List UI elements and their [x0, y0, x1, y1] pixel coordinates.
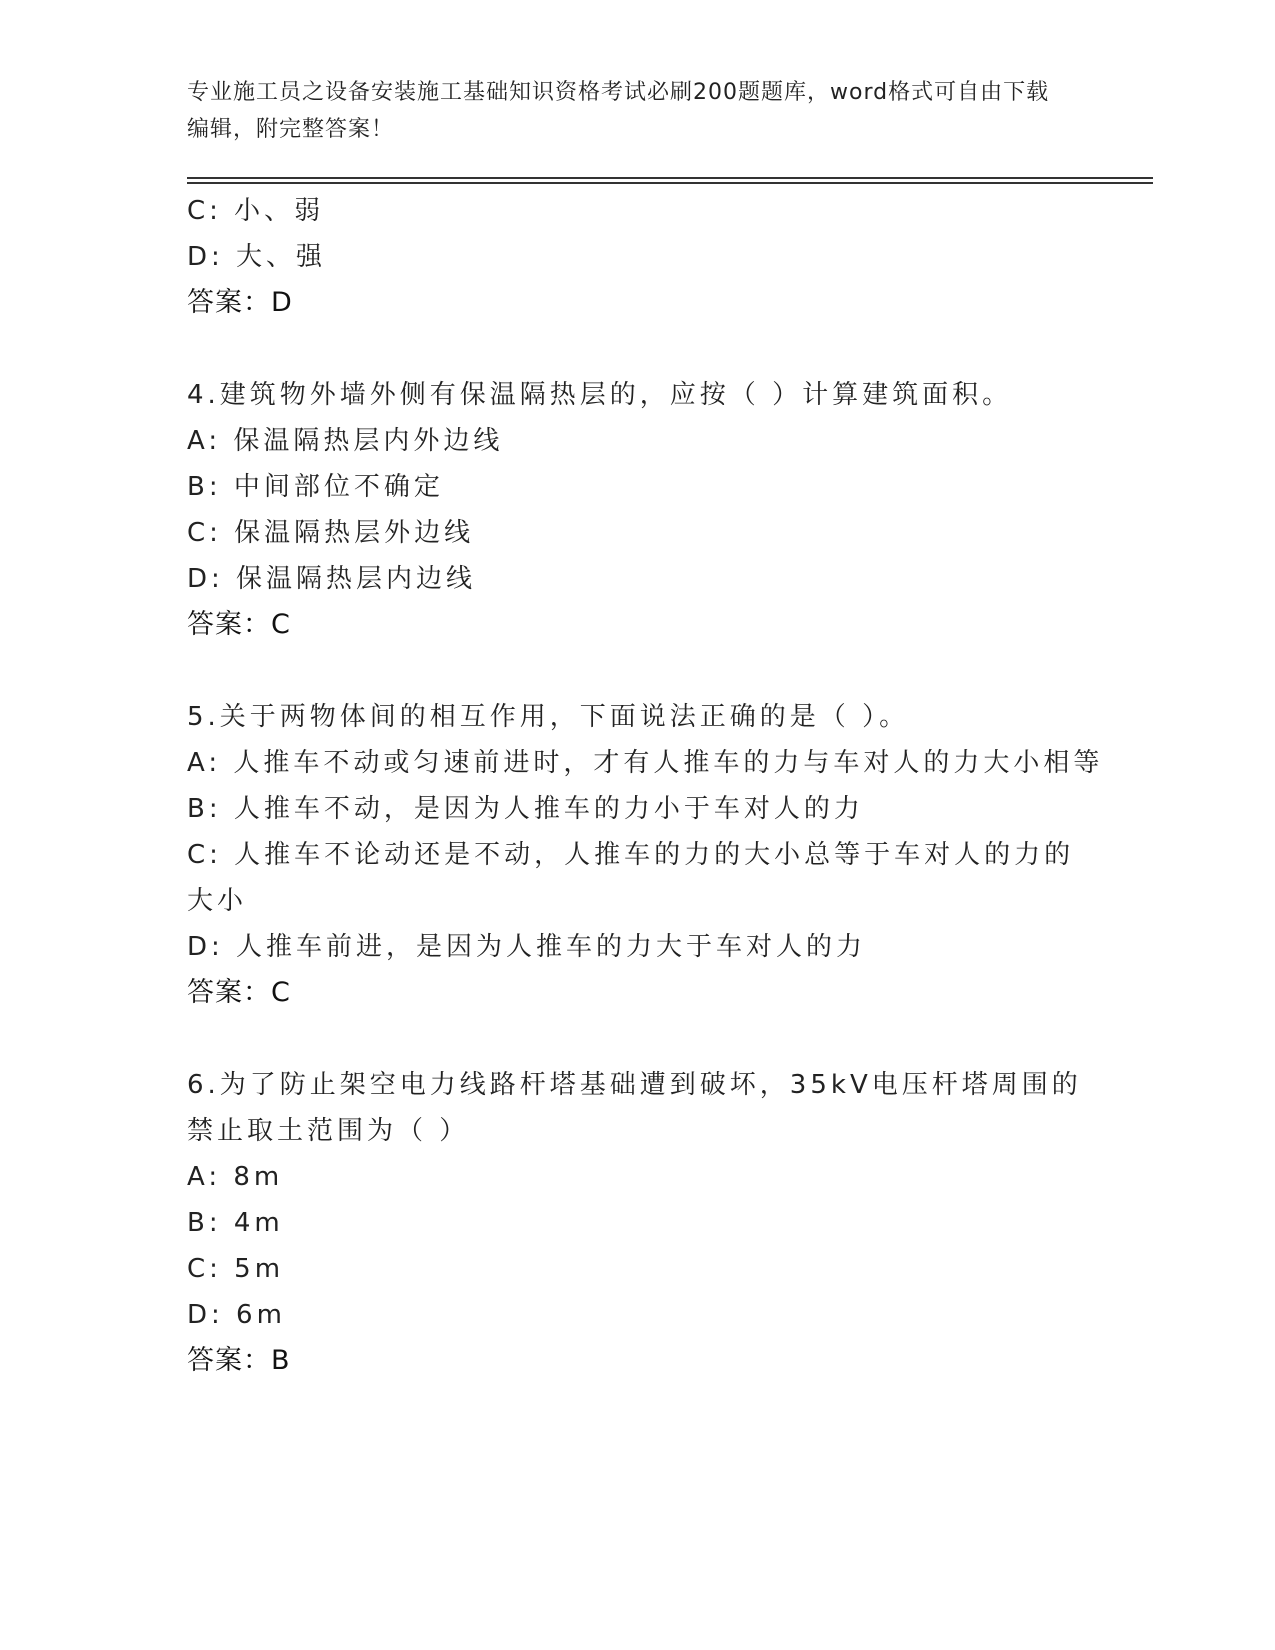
option-c: C: 小、弱	[187, 196, 325, 226]
option-d: D: 保温隔热层内边线	[187, 564, 477, 594]
header-divider-top	[187, 177, 1153, 179]
document-header: 专业施工员之设备安装施工基础知识资格考试必刷200题题库，word格式可自由下载编辑，附完整答案！	[187, 80, 1050, 142]
question-stem: 4.建筑物外墙外侧有保温隔热层的，应按（ ）计算建筑面积。	[187, 380, 1013, 410]
option-b: B: 4m	[187, 1208, 284, 1238]
spacer	[187, 1016, 1087, 1062]
question-6	[187, 1062, 1087, 1384]
document-body	[187, 188, 1104, 1384]
answer: 答案：D	[187, 287, 293, 318]
question-stem: 6.为了防止架空电力线路杆塔基础遭到破坏，35kV电压杆塔周围的禁止取土范围为（ ）	[187, 1070, 1082, 1146]
option-c: C: 5m	[187, 1254, 285, 1284]
option-b: B: 中间部位不确定	[187, 472, 444, 502]
option-c: C: 人推车不论动还是不动，人推车的力的大小总等于车对人的力的大小	[187, 840, 1075, 916]
option-b: B: 人推车不动，是因为人推车的力小于车对人的力	[187, 794, 864, 824]
spacer	[187, 326, 1087, 372]
option-a: A: 人推车不动或匀速前进时，才有人推车的力与车对人的力大小相等	[187, 748, 1104, 778]
header-divider-bottom	[187, 182, 1153, 184]
answer: 答案：B	[187, 1345, 291, 1376]
answer: 答案：C	[187, 609, 291, 640]
question-3-continued	[187, 188, 1087, 326]
option-d: D: 大、强	[187, 242, 327, 272]
question-4	[187, 372, 1087, 648]
option-d: D: 6m	[187, 1300, 286, 1330]
question-stem: 5.关于两物体间的相互作用，下面说法正确的是（ ）。	[187, 702, 910, 732]
option-c: C: 保温隔热层外边线	[187, 518, 475, 548]
question-5	[187, 694, 1104, 1016]
option-a: A: 8m	[187, 1162, 284, 1192]
answer: 答案：C	[187, 977, 291, 1008]
option-a: A: 保温隔热层内外边线	[187, 426, 504, 456]
option-d: D: 人推车前进，是因为人推车的力大于车对人的力	[187, 932, 867, 962]
spacer	[187, 648, 1087, 694]
